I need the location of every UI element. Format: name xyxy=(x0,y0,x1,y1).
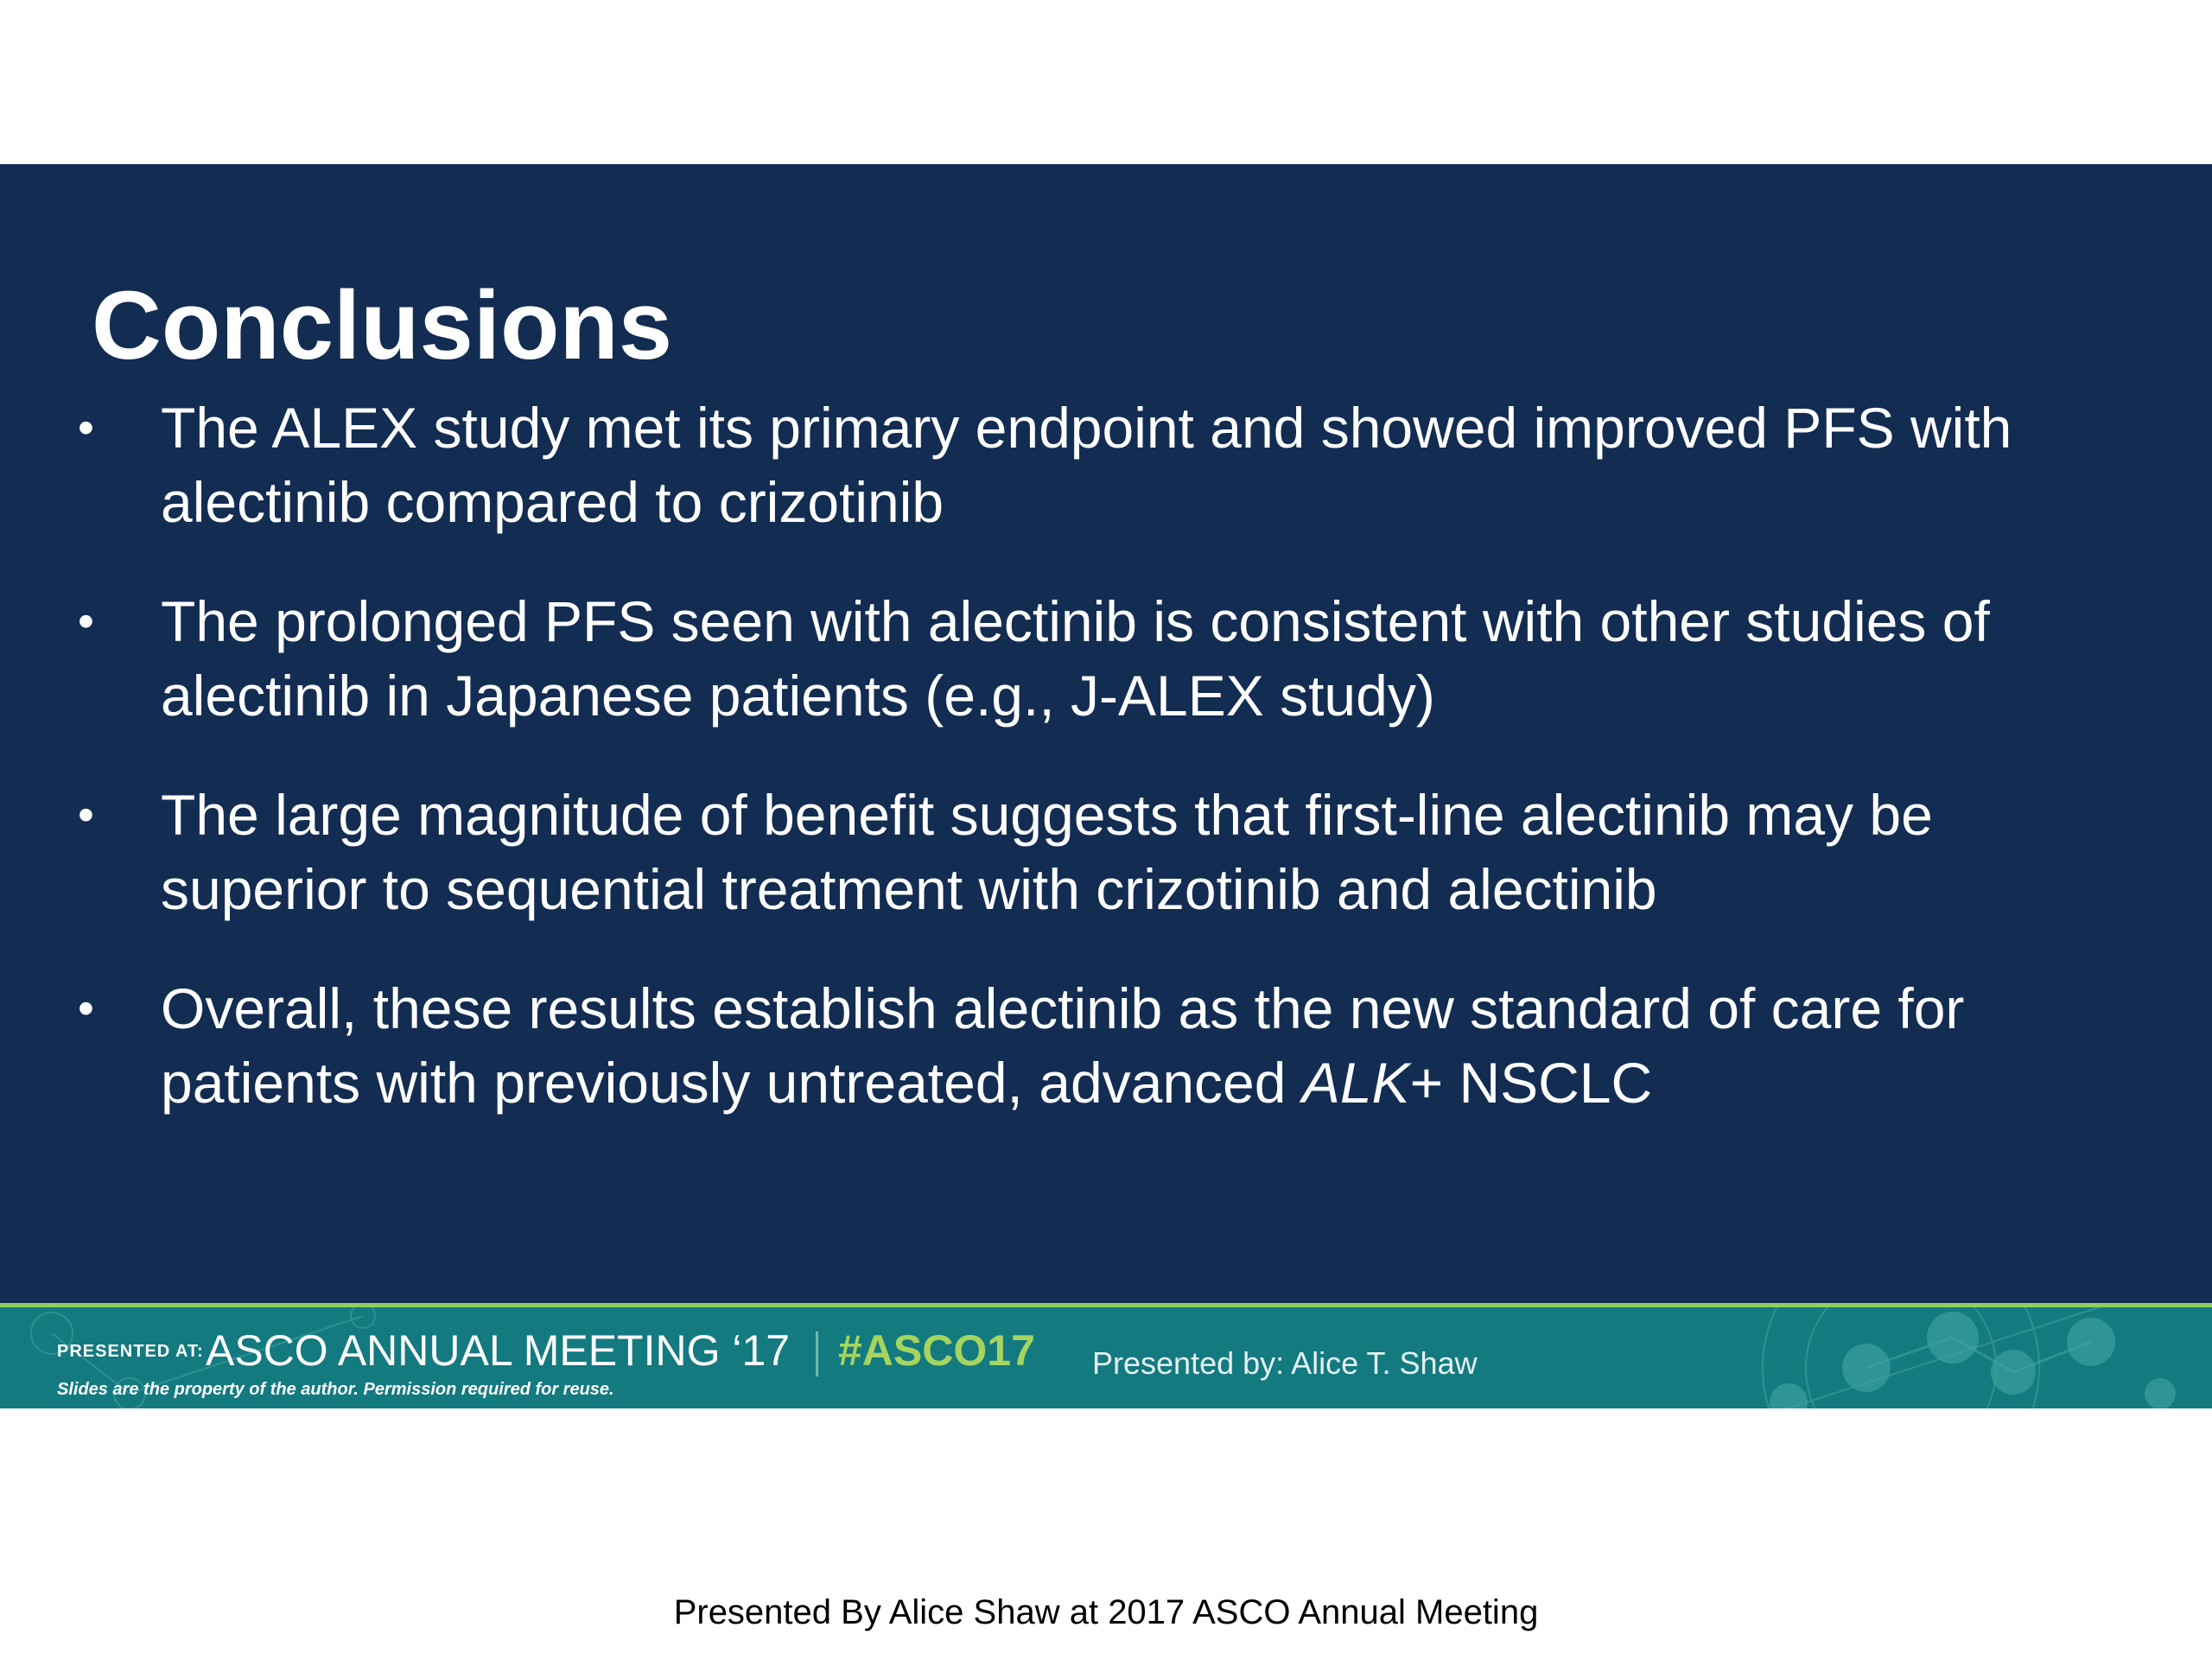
footer-divider xyxy=(816,1332,818,1376)
bullet-text-part: + NSCLC xyxy=(1409,1051,1653,1115)
bullet-text: The large magnitude of benefit suggests that first-line alectinib may be superior to sequential treatment with crizotinib and alectinib xyxy=(161,783,1933,921)
bullet-item-3 xyxy=(0,778,2122,926)
bullet-text: The prolonged PFS seen with alectinib is consistent with other studies of alectinib in Japanese patients (e.g., J-ALEX study) xyxy=(161,589,1990,728)
bullet-item-4 xyxy=(0,971,2122,1120)
bullet-text xyxy=(161,976,1964,1115)
meeting-name: ASCO ANNUAL MEETING ‘17 xyxy=(206,1326,791,1375)
copyright-disclaimer: Slides are the property of the author. Permission required for reuse. xyxy=(57,1380,614,1399)
bullet-dot-icon: • xyxy=(78,595,94,647)
bullet-dot-icon: • xyxy=(78,982,94,1034)
bullet-item-1 xyxy=(0,391,2122,539)
page-caption: Presented By Alice Shaw at 2017 ASCO Annual Meeting xyxy=(673,1593,1539,1631)
gene-name-italic: ALK xyxy=(1301,1051,1410,1115)
conference-footer-bar xyxy=(0,1303,2212,1408)
slide-title: Conclusions xyxy=(92,271,673,379)
presented-at-label: PRESENTED AT: xyxy=(57,1342,204,1361)
bullet-text: The ALEX study met its primary endpoint and showed improved PFS with alectinib compared to crizotinib xyxy=(161,396,2012,534)
bullet-dot-icon: • xyxy=(78,402,94,454)
slide xyxy=(0,164,2212,1408)
bullet-list xyxy=(0,391,2212,1165)
bullet-dot-icon: • xyxy=(78,789,94,841)
meeting-hashtag: #ASCO17 xyxy=(838,1326,1035,1375)
bullet-item-2 xyxy=(0,584,2122,733)
presenter-credit: Presented by: Alice T. Shaw xyxy=(1092,1345,1478,1381)
bullet-text-part: Overall, these results establish alectinib as the new standard of care for patients with previously untreated, advanced xyxy=(161,976,1965,1115)
